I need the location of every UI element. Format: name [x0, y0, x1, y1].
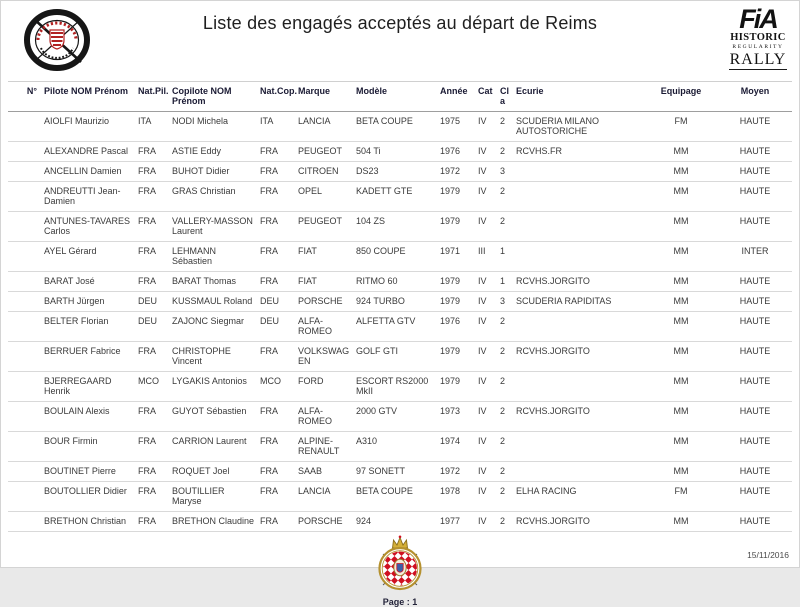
fia-logo-regularity: REGULARITY: [732, 44, 784, 50]
cell-copilote: BUHOT Didier: [170, 162, 258, 182]
cell-moyen: HAUTE: [718, 372, 792, 402]
cell-marque: ALFA-ROMEO: [296, 312, 354, 342]
cell-cla: 1: [498, 242, 514, 272]
table-row: [8, 142, 792, 162]
table-row: [8, 462, 792, 482]
cell-moyen: HAUTE: [718, 272, 792, 292]
cell-modele: 504 Ti: [354, 142, 438, 162]
cell-ecurie: SCUDERIA MILANO AUTOSTORICHE: [514, 112, 644, 142]
cell-pilote: BOUR Firmin: [42, 432, 136, 462]
cell-nat-cop: MCO: [258, 372, 296, 402]
cell-annee: 1979: [438, 212, 476, 242]
cell-cat: IV: [476, 462, 498, 482]
cell-ecurie: ELHA RACING: [514, 482, 644, 512]
cell-equipage: MM: [644, 242, 718, 272]
cell-marque: PEUGEOT: [296, 212, 354, 242]
cell-copilote: GRAS Christian: [170, 182, 258, 212]
cell-moyen: HAUTE: [718, 342, 792, 372]
cell-equipage: FM: [644, 482, 718, 512]
cell-copilote: ASTIE Eddy: [170, 142, 258, 162]
cell-annee: 1971: [438, 242, 476, 272]
cell-num: [8, 402, 42, 432]
cell-nat-cop: FRA: [258, 402, 296, 432]
cell-annee: 1977: [438, 512, 476, 532]
cell-copilote: ROQUET Joel: [170, 462, 258, 482]
cell-cla: 2: [498, 342, 514, 372]
cell-num: [8, 242, 42, 272]
cell-equipage: MM: [644, 212, 718, 242]
cell-annee: 1979: [438, 292, 476, 312]
cell-moyen: HAUTE: [718, 142, 792, 162]
cell-equipage: MM: [644, 342, 718, 372]
table-row: [8, 292, 792, 312]
cell-modele: DS23: [354, 162, 438, 182]
cell-nat-pil: ITA: [136, 112, 170, 142]
cell-moyen: HAUTE: [718, 482, 792, 512]
cell-modele: A310: [354, 432, 438, 462]
column-header-cla: Cla: [498, 82, 514, 112]
cell-moyen: HAUTE: [718, 402, 792, 432]
cell-marque: PORSCHE: [296, 292, 354, 312]
cell-modele: 97 SONETT: [354, 462, 438, 482]
cell-nat-cop: FRA: [258, 142, 296, 162]
cell-marque: FORD: [296, 372, 354, 402]
cell-copilote: LYGAKIS Antonios: [170, 372, 258, 402]
table-row: [8, 432, 792, 462]
cell-modele: 2000 GTV: [354, 402, 438, 432]
cell-modele: KADETT GTE: [354, 182, 438, 212]
cell-nat-pil: DEU: [136, 312, 170, 342]
column-header-cat: Cat: [476, 82, 498, 112]
cell-marque: FIAT: [296, 242, 354, 272]
cell-moyen: HAUTE: [718, 162, 792, 182]
fia-logo-word: FiA: [739, 4, 777, 34]
cell-moyen: HAUTE: [718, 462, 792, 482]
cell-modele: BETA COUPE: [354, 112, 438, 142]
cell-ecurie: RCVHS.FR: [514, 142, 644, 162]
cell-modele: ALFETTA GTV: [354, 312, 438, 342]
cell-nat-pil: DEU: [136, 292, 170, 312]
cell-num: [8, 182, 42, 212]
cell-modele: 924 TURBO: [354, 292, 438, 312]
cell-annee: 1979: [438, 182, 476, 212]
cell-cat: IV: [476, 432, 498, 462]
cell-pilote: ANCELLIN Damien: [42, 162, 136, 182]
cell-cla: 2: [498, 482, 514, 512]
cell-equipage: MM: [644, 292, 718, 312]
cell-cla: 2: [498, 512, 514, 532]
cell-nat-pil: FRA: [136, 242, 170, 272]
cell-nat-pil: FRA: [136, 162, 170, 182]
column-header-nat-cop: Nat.Cop.: [258, 82, 296, 112]
table-row: [8, 372, 792, 402]
cell-pilote: BARAT José: [42, 272, 136, 292]
cell-num: [8, 372, 42, 402]
cell-ecurie: [514, 162, 644, 182]
table-row: [8, 182, 792, 212]
cell-cat: III: [476, 242, 498, 272]
cell-copilote: BARAT Thomas: [170, 272, 258, 292]
column-header-ecurie: Ecurie: [514, 82, 644, 112]
cell-annee: 1974: [438, 432, 476, 462]
page-title: Liste des engagés acceptés au départ de Reims: [202, 13, 598, 33]
entry-table: [8, 81, 792, 532]
cell-ecurie: RCVHS.JORGITO: [514, 272, 644, 292]
cell-num: [8, 342, 42, 372]
cell-pilote: BARTH Jürgen: [42, 292, 136, 312]
cell-pilote: BRETHON Christian: [42, 512, 136, 532]
cell-equipage: MM: [644, 432, 718, 462]
cell-ecurie: SCUDERIA RAPIDITAS: [514, 292, 644, 312]
cell-num: [8, 162, 42, 182]
cell-ecurie: [514, 462, 644, 482]
cell-cla: 2: [498, 402, 514, 432]
cell-num: [8, 112, 42, 142]
cell-equipage: FM: [644, 112, 718, 142]
monaco-crest-icon: [377, 578, 423, 595]
cell-modele: ESCORT RS2000 MkII: [354, 372, 438, 402]
column-header-pilote: Pilote NOM Prénom: [42, 82, 136, 112]
cell-cla: 2: [498, 432, 514, 462]
cell-nat-cop: FRA: [258, 272, 296, 292]
entry-table-head: [8, 82, 792, 112]
cell-modele: 850 COUPE: [354, 242, 438, 272]
fia-logo-historic: HISTORIC: [730, 32, 786, 43]
cell-nat-cop: FRA: [258, 162, 296, 182]
cell-cla: 2: [498, 372, 514, 402]
cell-nat-cop: FRA: [258, 432, 296, 462]
cell-copilote: GUYOT Sébastien: [170, 402, 258, 432]
column-header-nat-pil: Nat.Pil.: [136, 82, 170, 112]
cell-ecurie: RCVHS.JORGITO: [514, 342, 644, 372]
cell-modele: 924: [354, 512, 438, 532]
cell-nat-pil: FRA: [136, 512, 170, 532]
cell-marque: ALPINE-RENAULT: [296, 432, 354, 462]
cell-moyen: HAUTE: [718, 432, 792, 462]
cell-cat: IV: [476, 142, 498, 162]
cell-cat: IV: [476, 272, 498, 292]
cell-cla: 2: [498, 212, 514, 242]
cell-equipage: MM: [644, 272, 718, 292]
cell-marque: PORSCHE: [296, 512, 354, 532]
cell-annee: 1972: [438, 462, 476, 482]
cell-nat-pil: FRA: [136, 462, 170, 482]
cell-nat-cop: FRA: [258, 482, 296, 512]
cell-cat: IV: [476, 312, 498, 342]
cell-cat: IV: [476, 342, 498, 372]
cell-annee: 1975: [438, 112, 476, 142]
cell-ecurie: [514, 432, 644, 462]
cell-cla: 2: [498, 462, 514, 482]
cell-nat-pil: FRA: [136, 482, 170, 512]
cell-nat-cop: FRA: [258, 242, 296, 272]
table-row: [8, 342, 792, 372]
cell-equipage: MM: [644, 372, 718, 402]
cell-copilote: CARRION Laurent: [170, 432, 258, 462]
cell-pilote: BERRUER Fabrice: [42, 342, 136, 372]
cell-equipage: MM: [644, 512, 718, 532]
cell-cat: IV: [476, 182, 498, 212]
cell-num: [8, 212, 42, 242]
cell-nat-cop: FRA: [258, 342, 296, 372]
cell-nat-cop: FRA: [258, 512, 296, 532]
cell-copilote: KUSSMAUL Roland: [170, 292, 258, 312]
cell-marque: PEUGEOT: [296, 142, 354, 162]
cell-moyen: HAUTE: [718, 182, 792, 212]
cell-cla: 1: [498, 272, 514, 292]
cell-nat-pil: FRA: [136, 212, 170, 242]
table-row: [8, 402, 792, 432]
cell-moyen: INTER: [718, 242, 792, 272]
cell-pilote: AIOLFI Maurizio: [42, 112, 136, 142]
cell-num: [8, 292, 42, 312]
cell-modele: 104 ZS: [354, 212, 438, 242]
cell-copilote: ZAJONC Siegmar: [170, 312, 258, 342]
cell-moyen: HAUTE: [718, 292, 792, 312]
cell-cat: IV: [476, 372, 498, 402]
cell-equipage: MM: [644, 182, 718, 212]
table-row: [8, 242, 792, 272]
cell-nat-pil: FRA: [136, 272, 170, 292]
cell-nat-pil: FRA: [136, 142, 170, 162]
entry-table-body: [8, 112, 792, 532]
print-date: 15/11/2016: [747, 550, 789, 560]
cell-equipage: MM: [644, 312, 718, 342]
cell-ecurie: [514, 242, 644, 272]
cell-pilote: BOULAIN Alexis: [42, 402, 136, 432]
cell-num: [8, 512, 42, 532]
cell-modele: GOLF GTI: [354, 342, 438, 372]
cell-num: [8, 272, 42, 292]
cell-cla: 2: [498, 142, 514, 162]
page-header: [1, 1, 799, 81]
table-row: [8, 162, 792, 182]
cell-moyen: HAUTE: [718, 312, 792, 342]
cell-cla: 3: [498, 162, 514, 182]
table-row: [8, 512, 792, 532]
header-row: [8, 82, 792, 112]
cell-annee: 1976: [438, 142, 476, 162]
cell-pilote: AYEL Gérard: [42, 242, 136, 272]
cell-marque: ALFA-ROMEO: [296, 402, 354, 432]
cell-moyen: HAUTE: [718, 212, 792, 242]
page-footer: [1, 535, 799, 607]
column-header-moyen: Moyen: [718, 82, 792, 112]
cell-marque: SAAB: [296, 462, 354, 482]
cell-nat-cop: ITA: [258, 112, 296, 142]
cell-nat-pil: FRA: [136, 342, 170, 372]
cell-marque: LANCIA: [296, 112, 354, 142]
cell-pilote: BOUTINET Pierre: [42, 462, 136, 482]
table-row: [8, 482, 792, 512]
cell-pilote: ANDREUTTI Jean-Damien: [42, 182, 136, 212]
cell-cat: IV: [476, 402, 498, 432]
cell-marque: OPEL: [296, 182, 354, 212]
cell-modele: BETA COUPE: [354, 482, 438, 512]
cell-annee: 1973: [438, 402, 476, 432]
column-header-marque: Marque: [296, 82, 354, 112]
cell-pilote: BELTER Florian: [42, 312, 136, 342]
cell-nat-cop: DEU: [258, 292, 296, 312]
cell-nat-cop: FRA: [258, 212, 296, 242]
cell-num: [8, 482, 42, 512]
cell-equipage: MM: [644, 162, 718, 182]
column-header-num: N°: [8, 82, 42, 112]
cell-equipage: MM: [644, 142, 718, 162]
cell-pilote: BOUTOLLIER Didier: [42, 482, 136, 512]
cell-pilote: ALEXANDRE Pascal: [42, 142, 136, 162]
cell-marque: VOLKSWAGEN: [296, 342, 354, 372]
page-number-label: Page : 1: [382, 597, 418, 607]
cell-num: [8, 142, 42, 162]
cell-copilote: NODI Michela: [170, 112, 258, 142]
cell-marque: CITROEN: [296, 162, 354, 182]
cell-copilote: BOUTILLIER Maryse: [170, 482, 258, 512]
cell-pilote: BJERREGAARD Henrik: [42, 372, 136, 402]
column-header-equipage: Equipage: [644, 82, 718, 112]
cell-cla: 2: [498, 312, 514, 342]
cell-equipage: MM: [644, 462, 718, 482]
cell-nat-pil: FRA: [136, 432, 170, 462]
cell-annee: 1976: [438, 312, 476, 342]
cell-annee: 1978: [438, 482, 476, 512]
cell-cat: IV: [476, 212, 498, 242]
cell-num: [8, 312, 42, 342]
cell-cat: IV: [476, 112, 498, 142]
cell-cat: IV: [476, 482, 498, 512]
cell-equipage: MM: [644, 402, 718, 432]
cell-modele: RITMO 60: [354, 272, 438, 292]
cell-nat-cop: DEU: [258, 312, 296, 342]
cell-cat: IV: [476, 292, 498, 312]
cell-annee: 1979: [438, 272, 476, 292]
cell-annee: 1979: [438, 342, 476, 372]
cell-copilote: CHRISTOPHE Vincent: [170, 342, 258, 372]
cell-ecurie: [514, 312, 644, 342]
cell-ecurie: [514, 372, 644, 402]
cell-cla: 2: [498, 112, 514, 142]
cell-cat: IV: [476, 512, 498, 532]
table-row: [8, 272, 792, 292]
table-row: [8, 112, 792, 142]
table-row: [8, 212, 792, 242]
cell-cla: 2: [498, 182, 514, 212]
cell-nat-cop: FRA: [258, 462, 296, 482]
cell-num: [8, 462, 42, 482]
fia-historic-regularity-rally-logo: [725, 6, 791, 70]
cell-moyen: HAUTE: [718, 512, 792, 532]
cell-ecurie: [514, 182, 644, 212]
cell-cat: IV: [476, 162, 498, 182]
cell-copilote: LEHMANN Sébastien: [170, 242, 258, 272]
cell-marque: FIAT: [296, 272, 354, 292]
cell-ecurie: [514, 212, 644, 242]
cell-marque: LANCIA: [296, 482, 354, 512]
cell-nat-pil: FRA: [136, 402, 170, 432]
cell-nat-pil: MCO: [136, 372, 170, 402]
cell-ecurie: RCVHS.JORGITO: [514, 402, 644, 432]
cell-nat-cop: FRA: [258, 182, 296, 212]
column-header-annee: Année: [438, 82, 476, 112]
table-row: [8, 312, 792, 342]
cell-num: [8, 432, 42, 462]
cell-moyen: HAUTE: [718, 112, 792, 142]
cell-annee: 1979: [438, 372, 476, 402]
cell-cla: 3: [498, 292, 514, 312]
column-header-modele: Modèle: [354, 82, 438, 112]
cell-ecurie: RCVHS.JORGITO: [514, 512, 644, 532]
cell-annee: 1972: [438, 162, 476, 182]
column-header-copilote: Copilote NOM Prénom: [170, 82, 258, 112]
cell-copilote: BRETHON Claudine: [170, 512, 258, 532]
cell-pilote: ANTUNES-TAVARES Carlos: [42, 212, 136, 242]
cell-nat-pil: FRA: [136, 182, 170, 212]
fia-logo-rally: RALLY: [729, 51, 787, 68]
cell-copilote: VALLERY-MASSON Laurent: [170, 212, 258, 242]
